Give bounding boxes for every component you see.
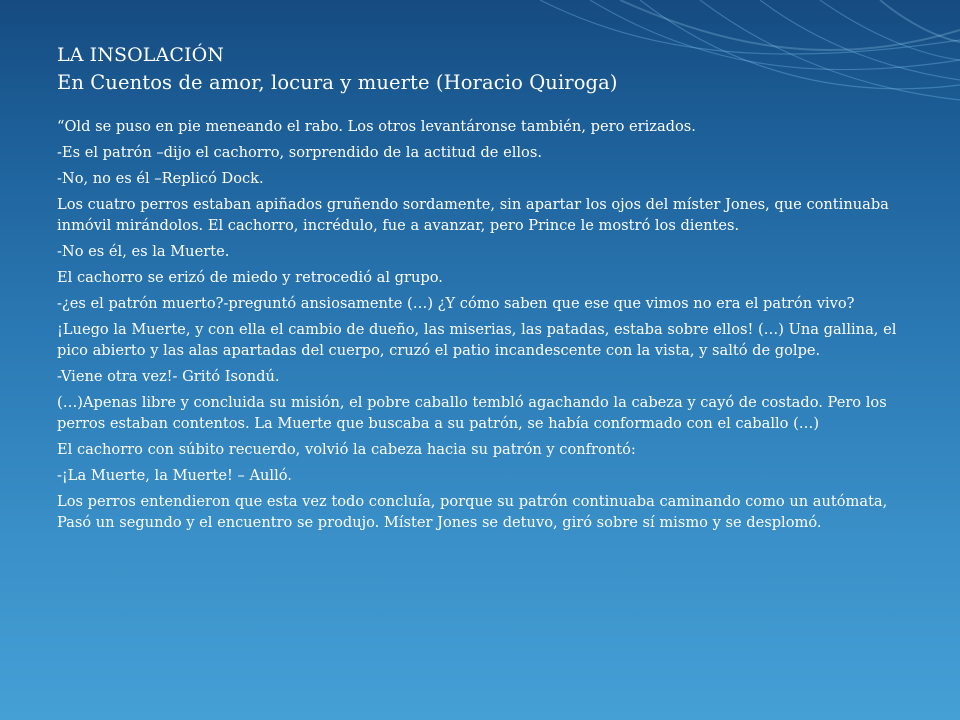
paragraph: -¿es el patrón muerto?-preguntó ansiosamente (…) ¿Y cómo saben que ese que vimos no era el patrón vivo? xyxy=(57,295,855,312)
paragraph: -No, no es él –Replicó Dock. xyxy=(57,170,264,187)
paragraph: Los perros entendieron que esta vez todo concluía, porque su patrón continuaba caminando como un autómata, Pasó un segundo y el encuentro se produjo. Míster Jones se detuvo, giró sobre sí mismo y se desplomó. xyxy=(57,493,888,531)
paragraph: ¡Luego la Muerte, y con ella el cambio de dueño, las miserias, las patadas, estaba sobre ellos! (…) Una gallina, el pico abierto y las alas apartadas del cuerpo, cruzó el patio incandescente con la vista, y saltó de golpe. xyxy=(57,321,897,359)
paragraph: -Viene otra vez!- Gritó Isondú. xyxy=(57,368,280,385)
paragraph: -¡La Muerte, la Muerte! – Aulló. xyxy=(57,467,292,484)
slide-content xyxy=(57,42,917,538)
paragraph: El cachorro se erizó de miedo y retrocedió al grupo. xyxy=(57,269,443,286)
story-excerpt xyxy=(57,116,917,533)
slide-subtitle: En Cuentos de amor, locura y muerte (Horacio Quiroga) xyxy=(57,71,618,94)
paragraph: Los cuatro perros estaban apiñados gruñendo sordamente, sin apartar los ojos del míster Jones, que continuaba inmóvil mirándolos. El cachorro, incrédulo, fue a avanzar, pero Prince le mostró los dientes. xyxy=(57,196,889,234)
paragraph: El cachorro con súbito recuerdo, volvió la cabeza hacia su patrón y confrontó: xyxy=(57,441,636,458)
paragraph: “Old se puso en pie meneando el rabo. Los otros levantáronse también, pero erizados. xyxy=(57,118,696,135)
paragraph: -No es él, es la Muerte. xyxy=(57,243,230,260)
paragraph: (…)Apenas libre y concluida su misión, el pobre caballo tembló agachando la cabeza y cayó de costado. Pero los perros estaban contentos. La Muerte que buscaba a su patrón, se había conformado con el caballo (…) xyxy=(57,394,887,432)
slide-title: LA INSOLACIÓN xyxy=(57,44,224,66)
paragraph: -Es el patrón –dijo el cachorro, sorprendido de la actitud de ellos. xyxy=(57,144,542,161)
